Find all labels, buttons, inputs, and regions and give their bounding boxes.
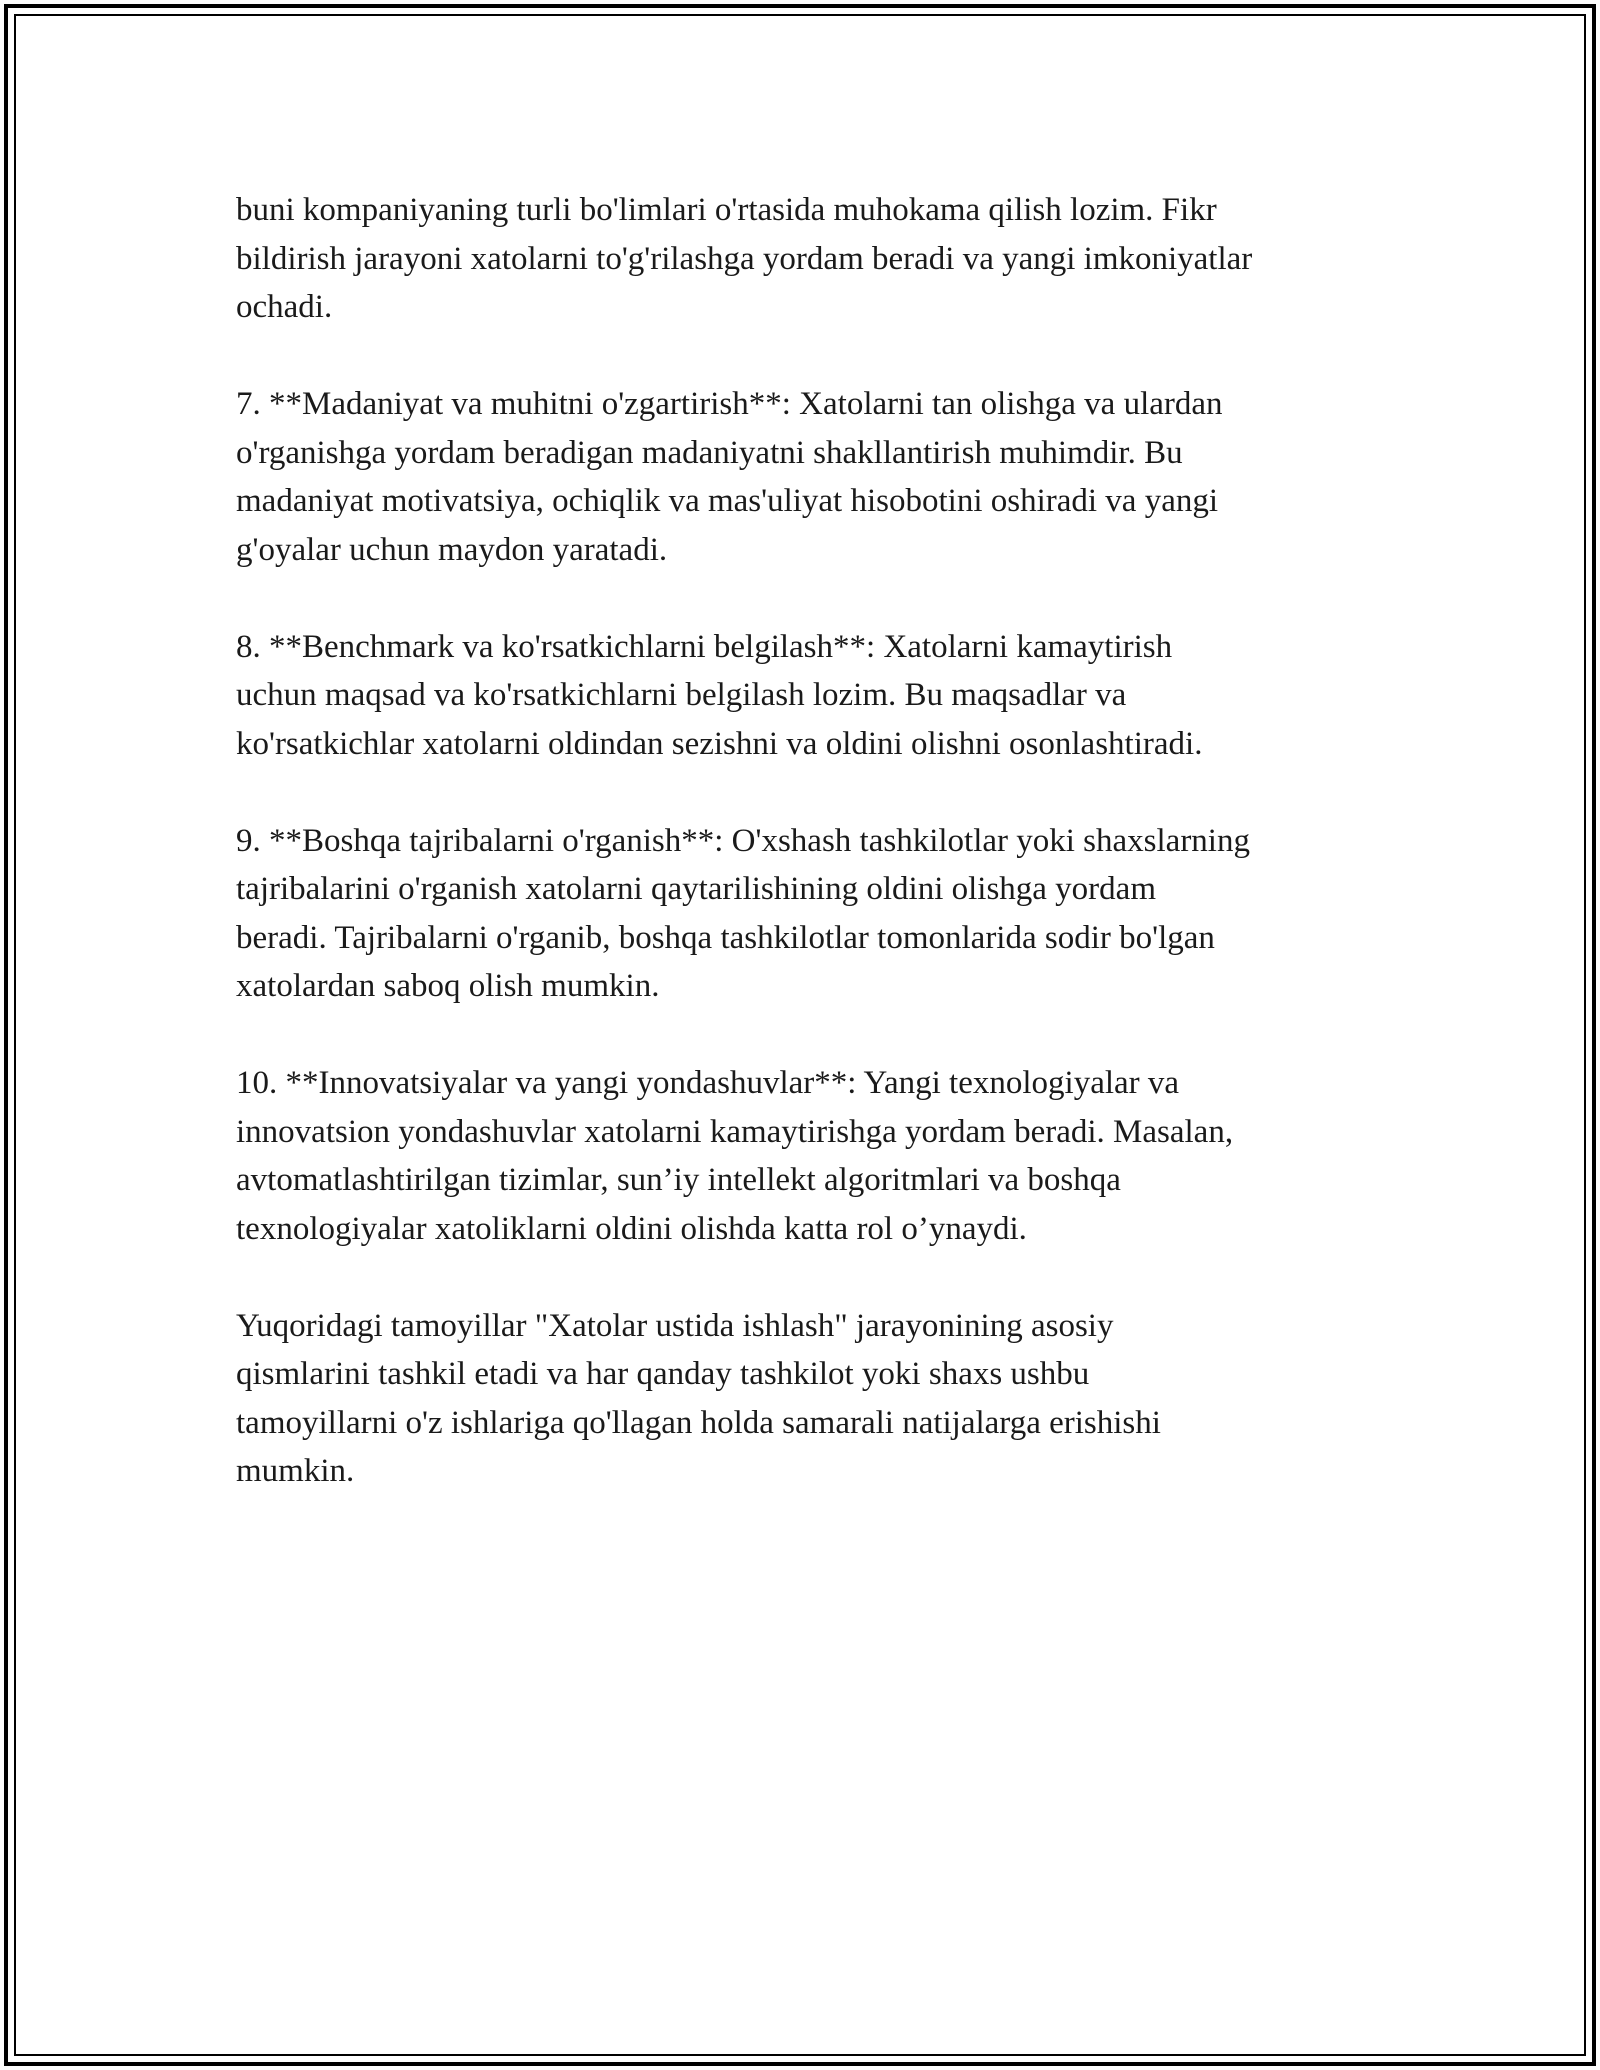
text-line: xatolardan saboq olish mumkin. xyxy=(236,968,660,1004)
text-line: ochadi. xyxy=(236,289,333,325)
text-line: innovatsion yondashuvlar xatolarni kamaytirishga yordam beradi. Masalan, xyxy=(236,1113,1234,1150)
paragraph-conclusion xyxy=(236,1302,1386,1496)
text-line: madaniyat motivatsiya, ochiqlik va mas'uliyat hisobotini oshiradi va yangi xyxy=(236,483,1219,519)
text-line: qismlarini tashkil etadi va har qanday tashkilot yoki shaxs ushbu xyxy=(236,1356,1090,1392)
paragraph-item-8 xyxy=(236,623,1386,769)
text-line: buni kompaniyaning turli bo'limlari o'rtasida muhokama qilish lozim. Fikr xyxy=(236,192,1217,228)
document-body xyxy=(236,186,1386,1544)
text-line: tamoyillarni o'z ishlariga qo'llagan holda samarali natijalarga erishishi xyxy=(236,1404,1161,1441)
text-line: 8. **Benchmark va ko'rsatkichlarni belgilash**: Xatolarni kamaytirish xyxy=(236,628,1173,665)
text-line: 7. **Madaniyat va muhitni o'zgartirish**: Xatolarni tan olishga va ulardan xyxy=(236,386,1223,422)
text-line: beradi. Tajribalarni o'rganib, boshqa tashkilotlar tomonlarida sodir bo'lgan xyxy=(236,919,1215,956)
text-line: bildirish jarayoni xatolarni to'g'rilashga yordam beradi va yangi imkoniyatlar xyxy=(236,240,1253,277)
text-line: Yuqoridagi tamoyillar "Xatolar ustida ishlash" jarayonining asosiy xyxy=(236,1307,1114,1344)
text-line: avtomatlashtirilgan tizimlar, sun’iy intellekt algoritmlari va boshqa xyxy=(236,1162,1121,1198)
paragraph-intro-continuation xyxy=(236,186,1386,332)
text-line: texnologiyalar xatoliklarni oldini olishda katta rol o’ynaydi. xyxy=(236,1210,1027,1247)
paragraph-item-10 xyxy=(236,1059,1386,1253)
text-line: g'oyalar uchun maydon yaratadi. xyxy=(236,531,668,568)
text-line: o'rganishga yordam beradigan madaniyatni shakllantirish muhimdir. Bu xyxy=(236,434,1183,471)
text-line: 10. **Innovatsiyalar va yangi yondashuvlar**: Yangi texnologiyalar va xyxy=(236,1065,1180,1101)
paragraph-item-9 xyxy=(236,817,1386,1011)
text-line: tajribalarini o'rganish xatolarni qaytarilishining oldini olishga yordam xyxy=(236,871,1156,907)
text-line: 9. **Boshqa tajribalarni o'rganish**: O'xshash tashkilotlar yoki shaxslarning xyxy=(236,822,1250,859)
paragraph-item-7 xyxy=(236,380,1386,574)
text-line: uchun maqsad va ko'rsatkichlarni belgilash lozim. Bu maqsadlar va xyxy=(236,677,1127,713)
text-line: mumkin. xyxy=(236,1453,355,1489)
text-line: ko'rsatkichlar xatolarni oldindan sezishni va oldini olishni osonlashtiradi. xyxy=(236,725,1203,762)
